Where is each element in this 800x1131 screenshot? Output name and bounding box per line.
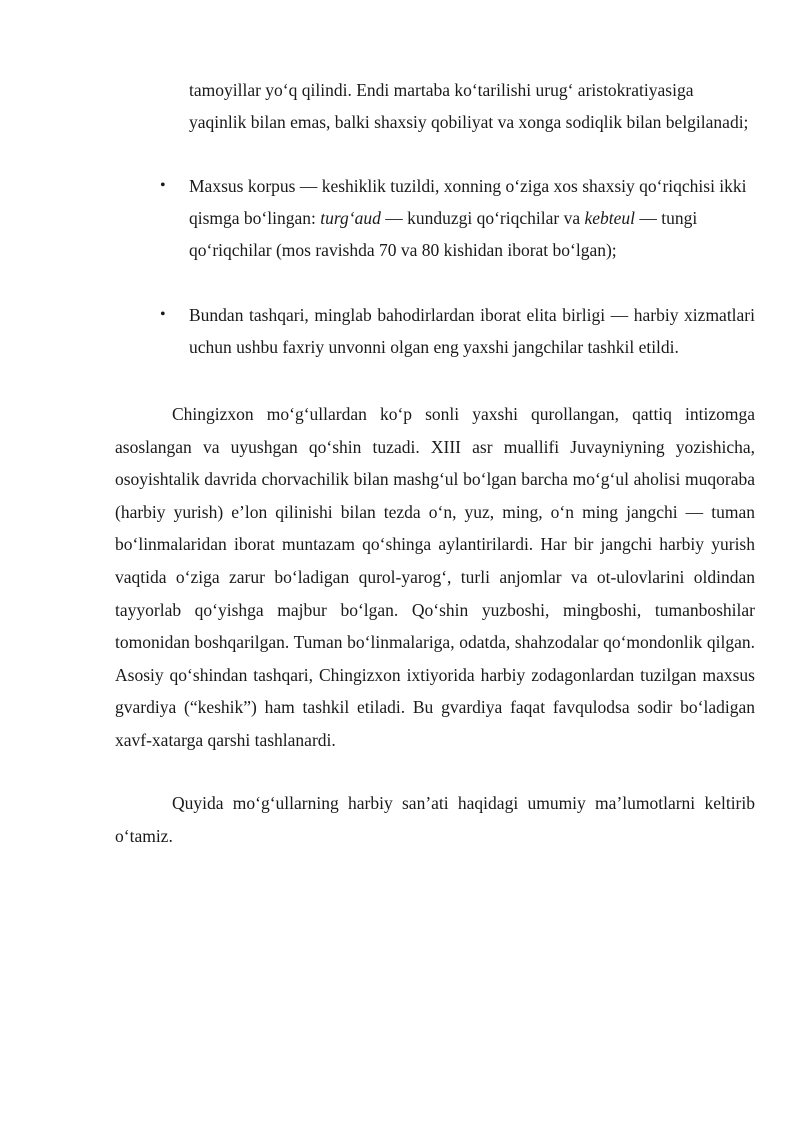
bullet-icon: •	[160, 306, 166, 323]
body-paragraph: Chingizxon mo‘g‘ullardan ko‘p sonli yaxshi qurollangan, qattiq intizomga asoslangan va uyushgan qo‘shin tuzadi. XIII asr muallifi Juvayniyning yozishicha, osoyishtalik davrida chorvachilik bilan mashg‘ul bo‘lgan barcha mo‘g‘ul aholisi muqoraba (harbiy yurish) e’lon qilinishi bilan tezda o‘n, yuz, ming, o‘n ming jangchi — tuman bo‘linmalaridan iborat muntazam qo‘shinga aylantirilardi. Har bir jangchi harbiy yurish vaqtida o‘ziga zarur bo‘ladigan qurol-yarog‘, turli anjomlar va ot-ulovlarini oldindan tayyorlab qo‘yishga majbur bo‘lgan. Qo‘shin yuzboshi, mingboshi, tumanboshilar tomonidan boshqarilgan. Tuman bo‘linmalariga, odatda, shahzodalar qo‘mondonlik qilgan. Asosiy qo‘shindan tashqari, Chingizxon ixtiyorida harbiy zodagonlardan tuzilgan maxsus gvardiya (“keshik”) ham tashkil etiladi. Bu gvardiya faqat favqulodsa sodir bo‘ladigan xavf-xatarga qarshi tashlanardi.	[115, 404, 755, 750]
bullet-list-item	[160, 299, 755, 370]
bullet-text: Maxsus korpus — keshiklik tuzildi, xonning o‘ziga xos shaxsiy qo‘riqchisi ikki qismga bo‘lingan: turg‘aud — kunduzgi qo‘riqchilar va kebteul — tungi qo‘riqchilar (mos ravishda 70 va 80 kishidan iborat bo‘lgan);	[189, 176, 747, 260]
bullet-list-item	[160, 170, 755, 273]
term-kebteul: kebteul	[584, 208, 636, 228]
bullet-text: Bundan tashqari, minglab bahodirlardan iborat elita birligi — harbiy xizmatlari uchun ushbu faxriy unvonni olgan eng yaxshi jangchilar tashkil etildi.	[189, 305, 755, 357]
bullet-continuation-text: tamoyillar yo‘q qilindi. Endi martaba ko‘tarilishi urug‘ aristokratiyasiga yaqinlik bilan emas, balki shaxsiy qobiliyat va xonga sodiqlik bilan belgilanadi;	[189, 80, 749, 132]
body-paragraph: Quyida mo‘g‘ullarning harbiy san’ati haqidagi umumiy ma’lumotlarni keltirib o‘tamiz.	[115, 793, 755, 846]
bullet-icon: •	[160, 177, 166, 194]
term-turgaud: turg‘aud	[320, 208, 381, 228]
